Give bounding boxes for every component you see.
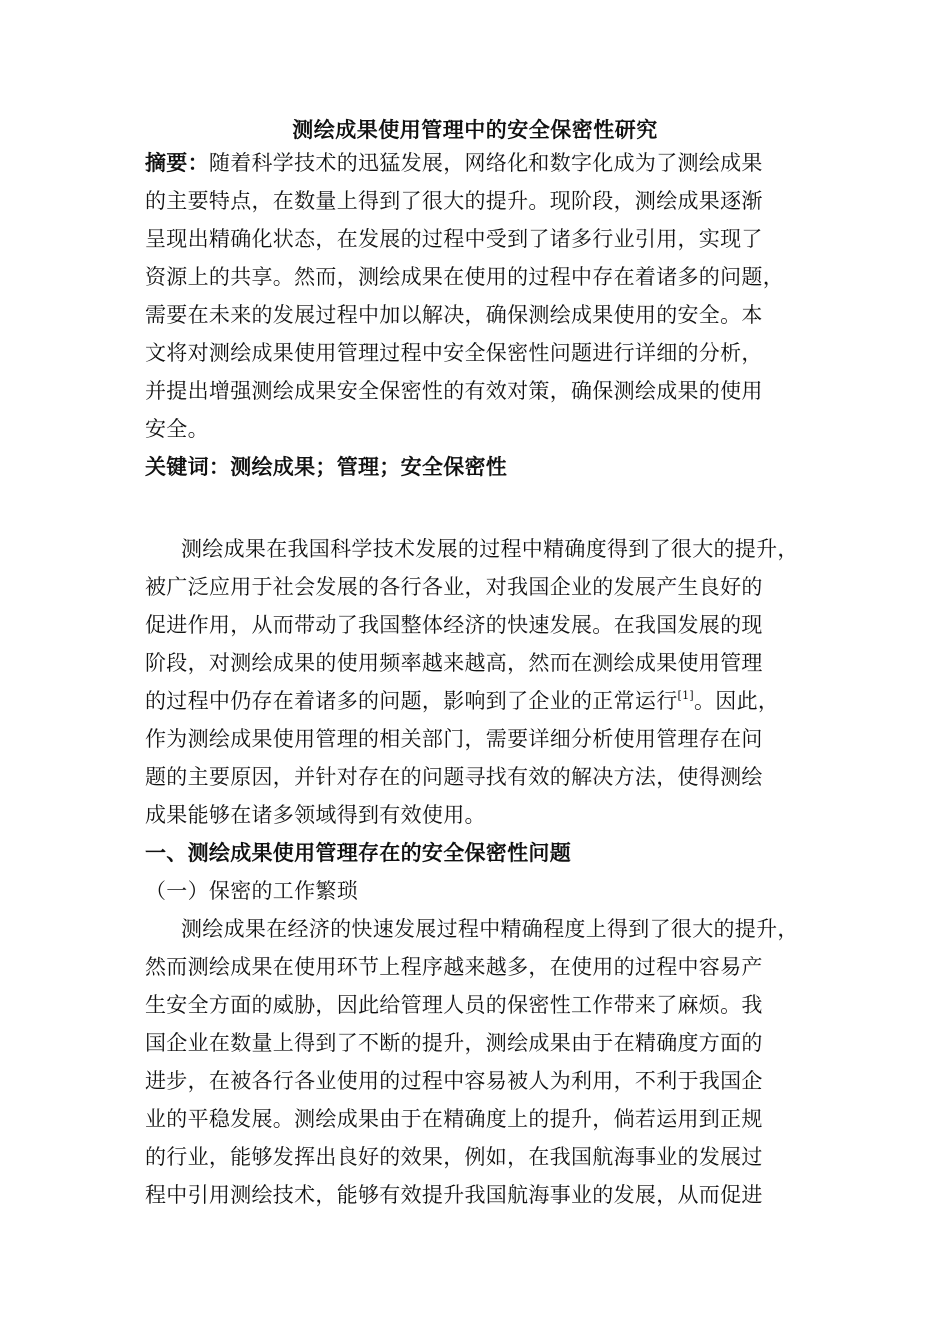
section-paragraph-line: 业的平稳发展。测绘成果由于在精确度上的提升，倘若运用到正规	[145, 1107, 763, 1131]
section-paragraph-line: 然而测绘成果在使用环节上程序越来越多，在使用的过程中容易产	[145, 955, 763, 979]
abstract-line: 并提出增强测绘成果安全保密性的有效对策，确保测绘成果的使用	[145, 379, 763, 403]
intro-paragraph-line: 促进作用，从而带动了我国整体经济的快速发展。在我国发展的现	[145, 613, 763, 637]
keywords-line: 关键词：测绘成果；管理；安全保密性	[145, 454, 508, 479]
section-paragraph-line: 测绘成果在经济的快速发展过程中精确程度上得到了很大的提升，	[181, 917, 799, 941]
body-section	[145, 530, 845, 1214]
abstract-line: 的主要特点，在数量上得到了很大的提升。现阶段，测绘成果逐渐	[145, 189, 763, 213]
abstract-line: 需要在未来的发展过程中加以解决，确保测绘成果使用的安全。本	[145, 303, 763, 327]
intro-paragraph-line: 测绘成果在我国科学技术发展的过程中精确度得到了很大的提升，	[181, 537, 799, 561]
intro-paragraph-line	[145, 682, 845, 720]
section-paragraph-line: 国企业在数量上得到了不断的提升，测绘成果由于在精确度方面的	[145, 1031, 763, 1055]
intro-paragraph-line: 被广泛应用于社会发展的各行各业，对我国企业的发展产生良好的	[145, 575, 763, 599]
abstract-text: 随着科学技术的迅猛发展，网络化和数字化成为了测绘成果	[208, 151, 763, 175]
section-paragraph-line: 的行业，能够发挥出良好的效果，例如，在我国航海事业的发展过	[145, 1145, 763, 1169]
intro-paragraph-line: 阶段，对测绘成果的使用频率越来越高，然而在测绘成果使用管理	[145, 651, 763, 675]
section-paragraph-line: 进步，在被各行各业使用的过程中容易被人为利用，不利于我国企	[145, 1069, 763, 1093]
citation-ref[interactable]: [1]	[677, 689, 694, 702]
subsection-heading: （一）保密的工作繁琐	[145, 879, 358, 903]
intro-text: 。因此，	[693, 689, 780, 713]
intro-paragraph-line: 作为测绘成果使用管理的相关部门，需要详细分析使用管理存在问	[145, 727, 763, 751]
section-paragraph-line: 生安全方面的威胁，因此给管理人员的保密性工作带来了麻烦。我	[145, 993, 763, 1017]
intro-paragraph-line: 成果能够在诸多领域得到有效使用。	[145, 803, 486, 827]
section-paragraph-line: 程中引用测绘技术，能够有效提升我国航海事业的发展，从而促进	[145, 1183, 763, 1207]
abstract-line: 文将对测绘成果使用管理过程中安全保密性问题进行详细的分析，	[145, 341, 763, 365]
abstract-section	[145, 144, 845, 486]
abstract-line: 呈现出精确化状态，在发展的过程中受到了诸多行业引用，实现了	[145, 227, 763, 251]
abstract-line: 资源上的共享。然而，测绘成果在使用的过程中存在着诸多的问题，	[145, 265, 784, 289]
intro-text: 的过程中仍存在着诸多的问题，影响到了企业的正常运行	[145, 689, 678, 713]
abstract-line	[145, 144, 845, 182]
document-title: 测绘成果使用管理中的安全保密性研究	[292, 117, 658, 142]
abstract-label: 摘要：	[145, 150, 209, 175]
intro-paragraph-line: 题的主要原因，并针对存在的问题寻找有效的解决方法，使得测绘	[145, 765, 763, 789]
section-heading: 一、测绘成果使用管理存在的安全保密性问题	[145, 840, 571, 865]
abstract-line: 安全。	[145, 417, 209, 441]
